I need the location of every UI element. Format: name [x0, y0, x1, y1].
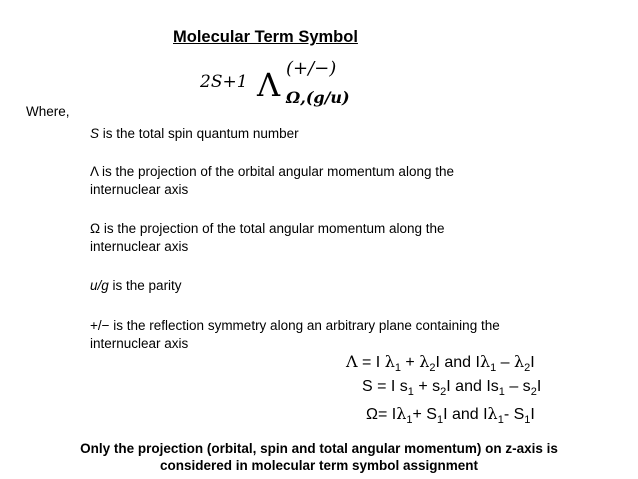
formula-subscript: Ω,(g/u) — [286, 88, 350, 107]
where-label: Where, — [26, 104, 70, 119]
relation-lhs: Ω — [366, 406, 378, 423]
relation-text: = I $\lambda_1 + \lambda_2I$ and $I\lambda_1 - \lambda_2I$ — [357, 352, 535, 375]
footnote-line1: Only the projection (orbital, spin and total angular momentum) on z-axis is — [80, 441, 558, 456]
definition-reflection-line1: +/− is the reflection symmetry along an arbitrary plane containing the — [90, 318, 500, 333]
definition-text: is the parity — [108, 278, 182, 293]
definition-text: is the total spin quantum number — [99, 126, 299, 141]
definition-omega-line1: Ω is the projection of the total angular momentum along the — [90, 221, 445, 236]
definition-parity — [90, 278, 182, 293]
term-symbol-formula — [200, 58, 370, 114]
relation-spin — [362, 378, 542, 399]
definition-reflection-line2: internuclear axis — [90, 336, 189, 351]
definition-lambda-line2: internuclear axis — [90, 182, 189, 197]
footnote-line2: considered in molecular term symbol assignment — [159, 458, 479, 473]
page-title: Molecular Term Symbol — [173, 28, 358, 46]
relation-lhs: Λ — [346, 352, 358, 371]
relation-text: = I $s_1 + s_2I$ and $Is_1 - s_2I$ — [372, 378, 542, 399]
definition-spin — [90, 126, 299, 141]
relation-lhs: S — [362, 378, 373, 395]
definition-symbol: u/g — [90, 278, 109, 293]
definition-lambda-line1: Λ is the projection of the orbital angular momentum along the — [90, 164, 454, 179]
formula-superscript: (+/−) — [286, 58, 337, 79]
relation-lambda — [346, 352, 535, 375]
formula-prefix: 2S+1 — [200, 72, 248, 92]
footnote — [0, 440, 638, 474]
relation-text: = $I\lambda_1+ S_1I$ and $I\lambda_1-$ $S_1I$ — [377, 404, 535, 427]
definition-omega-line2: internuclear axis — [90, 239, 189, 254]
formula-symbol: Λ — [257, 66, 281, 104]
definition-symbol: S — [90, 126, 100, 141]
relation-omega — [366, 404, 535, 427]
